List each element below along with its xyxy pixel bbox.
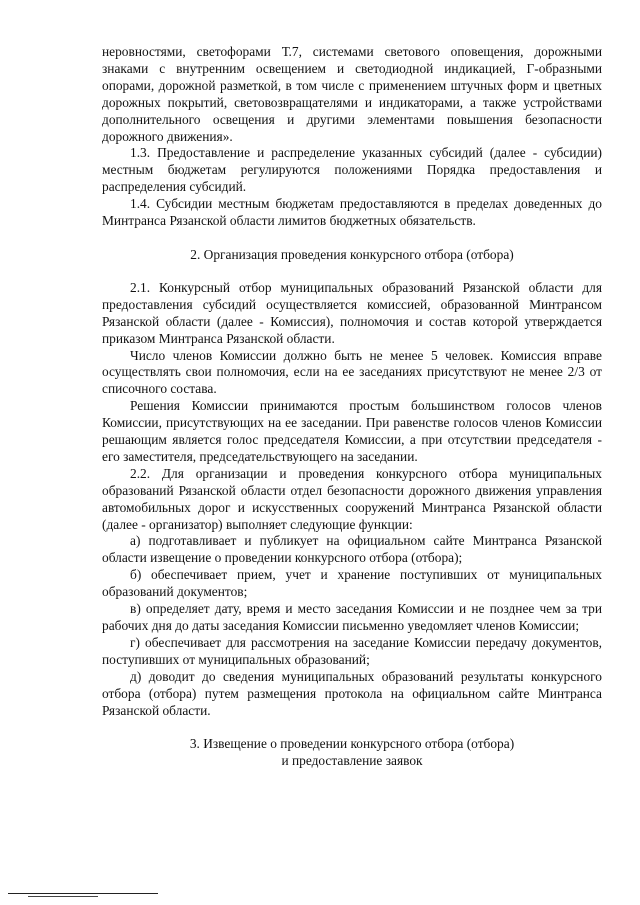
footnote-separator xyxy=(8,893,158,894)
paragraph-decisions: Решения Комиссии принимаются простым большинством голосов членов Комиссии, присутствующих на ее заседании. При равенстве голосов членов Комиссии решающим является голос председателя Комиссии, а при отсутствии председателя - его заместителя, председательствующего на заседании. xyxy=(102,398,602,464)
list-item-d: д) доводит до сведения муниципальных образований результаты конкурсного отбора (отбора) путем размещения протокола на официальном сайте Минтранса Рязанской области. xyxy=(102,668,602,718)
paragraph-members: Число членов Комиссии должно быть не менее 5 человек. Комиссия вправе осуществлять свои полномочия, если на ее заседаниях присутствуют не менее 2/3 от списочного состава. xyxy=(102,347,602,397)
document-page xyxy=(102,44,602,770)
paragraph-1-3: 1.3. Предоставление и распределение указанных субсидий (далее - субсидии) местным бюджетам регулируются положениями Порядка предоставления и распределения субсидий. xyxy=(102,145,602,195)
list-item-g: г) обеспечивает для рассмотрения на заседание Комиссии передачу документов, поступивших от муниципальных образований; xyxy=(102,634,602,667)
list-item-a: а) подготавливает и публикует на официальном сайте Минтранса Рязанской области извещение о проведении конкурсного отбора (отбора); xyxy=(102,533,602,566)
paragraph-2-1: 2.1. Конкурсный отбор муниципальных образований Рязанской области для предоставления субсидий осуществляется комиссией, образованной Минтрансом Рязанской области (далее - Комиссия), полномочия и состав которой утверждается приказом Минтранса Рязанской области. xyxy=(102,279,602,346)
footnote-separator-short xyxy=(28,896,98,897)
section-2-heading: 2. Организация проведения конкурсного отбора (отбора) xyxy=(190,246,514,262)
list-item-b: б) обеспечивает прием, учет и хранение поступивших от муниципальных образований документов; xyxy=(102,567,602,600)
intro-paragraph: неровностями, светофорами Т.7, системами светового оповещения, дорожными знаками с внутренним освещением и светодиодной индикацией, Г-образными опорами, дорожной разметкой, в том числе с применением штучных форм и цветных дорожных покрытий, световозвращателями и индикаторами, а также устройствами дополнительного освещения и другими элементами повышения безопасности дорожного движения». xyxy=(102,44,602,144)
paragraph-1-4: 1.4. Субсидии местным бюджетам предоставляются в пределах доведенных до Минтранса Рязанской области лимитов бюджетных обязательств. xyxy=(102,196,602,229)
list-item-v: в) определяет дату, время и место заседания Комиссии и не позднее чем за три рабочих дня до даты заседания Комиссии письменно уведомляет членов Комиссии; xyxy=(102,601,602,633)
paragraph-2-2: 2.2. Для организации и проведения конкурсного отбора муниципальных образований Рязанской области отдел безопасности дорожного движения управления автомобильных дорог и искусственных сооружений Минтранса Рязанской области (далее - организатор) выполняет следующие функции: xyxy=(102,465,602,532)
section-3-heading-line2: и предоставление заявок xyxy=(281,753,423,769)
section-3-heading-line1: 3. Извещение о проведении конкурсного отбора (отбора) xyxy=(189,736,515,752)
